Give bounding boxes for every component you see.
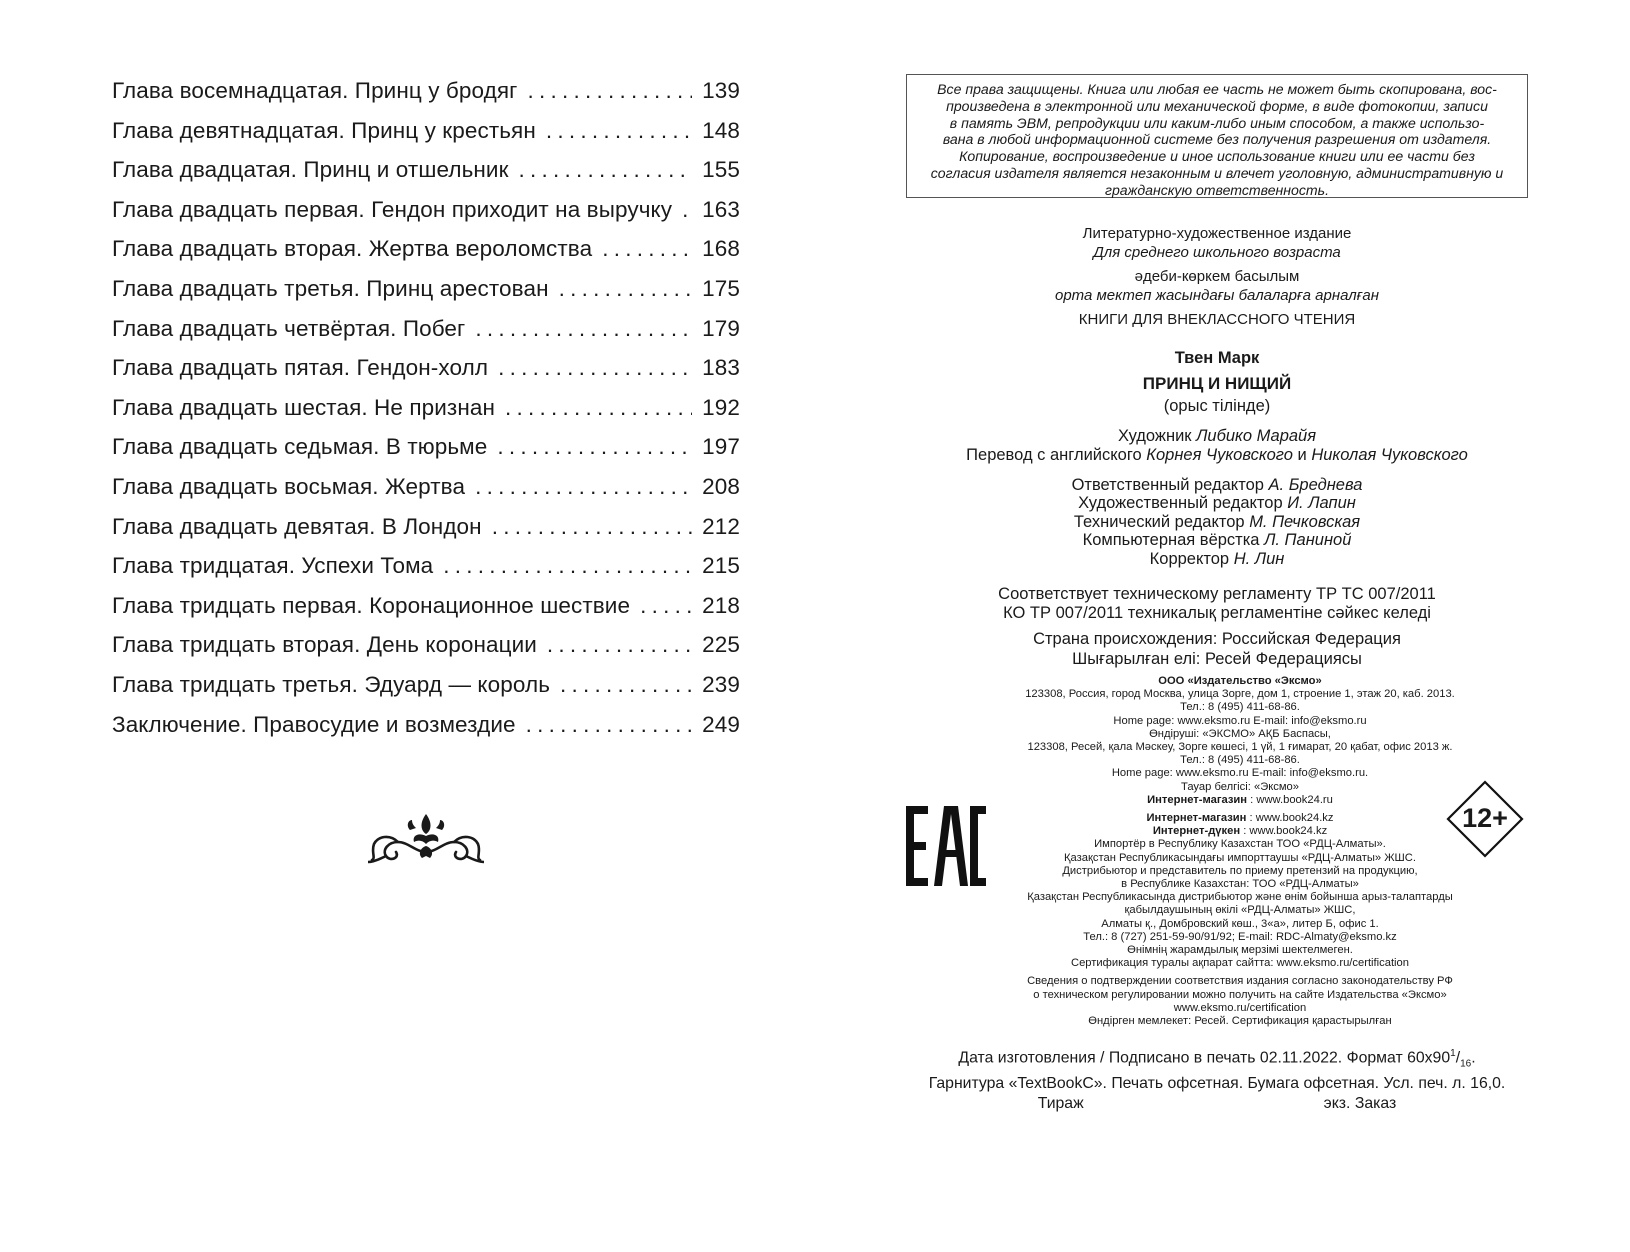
country-ru: Страна происхождения: Российская Федерация xyxy=(1033,630,1401,648)
copyright-line: произведена в электронной или механической форме, в виде фотокопии, записи xyxy=(946,97,1488,114)
publisher-phone-kz: Тел.: 8 (495) 411-68-86. xyxy=(1180,754,1300,767)
book-language: (орыс тілінде) xyxy=(1163,397,1271,415)
table-of-contents xyxy=(112,78,740,751)
toc-entry xyxy=(112,236,740,276)
distributor-kz-2: қабылдаушының өкілі «РДЦ-Алматы» ЖШС, xyxy=(1124,904,1356,917)
publisher-name: ООО «Издательство «Эксмо» xyxy=(1158,675,1322,687)
toc-entry-title: Глава двадцать пятая. Гендон-холл xyxy=(112,355,489,381)
translation-credit: Перевод с английского Корнея Чуковского и Николая Чуковского xyxy=(966,446,1468,464)
toc-leader-dots xyxy=(519,157,692,183)
toc-leader-dots xyxy=(547,632,692,658)
toc-entry-title: Глава тридцатая. Успехи Тома xyxy=(112,553,434,579)
toc-leader-dots xyxy=(640,593,692,619)
copyright-line: Копирование, воспроизведение и иное использование книги или ее части без xyxy=(959,148,1475,165)
toc-entry xyxy=(112,672,740,712)
credit-line: Компьютерная вёрстка Л. Паниной xyxy=(1082,531,1352,550)
toc-leader-dots xyxy=(475,316,692,342)
importer-ru: Импортёр в Республику Казахстан ТОО «РДЦ-Алматы». xyxy=(1094,838,1386,851)
copyright-line: Все права защищены. Книга или любая ее часть не может быть скопирована, вос- xyxy=(937,81,1497,97)
copyright-line: в память ЭВМ, репродукции или каким-либо иным способом, а также использо- xyxy=(949,114,1485,131)
online-shop-kz-2: Интернет-дүкен : www.book24.kz xyxy=(1152,825,1328,838)
toc-entry-page: 208 xyxy=(702,473,740,499)
credit-line: Художественный редактор И. Лапин xyxy=(1078,494,1356,513)
toc-entry xyxy=(112,632,740,672)
publisher-address-kz: 123308, Ресей, қала Мәскеу, Зорге көшесі, 1 үй, 1 ғимарат, 20 қабат, офис 2013 ж. xyxy=(1027,741,1453,754)
online-shop: Интернет-магазин : www.book24.ru xyxy=(1147,793,1333,806)
credit-line: Корректор Н. Лин xyxy=(1149,549,1285,568)
toc-entry-page: 239 xyxy=(702,671,740,697)
copyright-line: вана в любой информационной системе без получения разрешения от издателя. xyxy=(942,131,1492,148)
toc-entry-title: Глава двадцать шестая. Не признан xyxy=(112,394,496,420)
conformity-2: о техническом регулировании можно получить на сайте Издательства «Эксмо» xyxy=(1033,988,1447,1001)
edition-type: Литературно-художественное издание xyxy=(1082,225,1352,242)
toc-entry-page: 197 xyxy=(702,434,740,460)
distributor-ru-2: в Республике Казахстан: ТОО «РДЦ-Алматы» xyxy=(1121,878,1359,891)
toc-entry-page: 148 xyxy=(702,117,740,143)
country-kz: Шығарылған елі: Ресей Федерациясы xyxy=(1072,650,1362,668)
series-name: КНИГИ ДЛЯ ВНЕКЛАССНОГО ЧТЕНИЯ xyxy=(1078,311,1356,328)
toc-entry-title: Глава тридцать первая. Коронационное шествие xyxy=(112,592,631,618)
toc-entry-title: Глава двадцать седьмая. В тюрьме xyxy=(112,434,488,460)
print-line-2: Гарнитура «TextBookC». Печать офсетная. Бумага офсетная. Усл. печ. л. 16,0. xyxy=(928,1075,1506,1093)
publisher-web-kz: Home page: www.eksmo.ru E-mail: info@eksmo.ru. xyxy=(1111,767,1369,780)
toc-entry-page: 139 xyxy=(702,78,740,103)
toc-leader-dots xyxy=(498,355,692,381)
toc-entry-page: 218 xyxy=(702,592,740,618)
toc-entry-page: 212 xyxy=(702,513,740,539)
importer-kz: Қазақстан Республикасындағы импорттаушы «РДЦ-Алматы» ЖШС. xyxy=(1064,851,1416,864)
book-title: ПРИНЦ И НИЩИЙ xyxy=(1142,374,1292,393)
toc-entry-title: Заключение. Правосудие и возмездие xyxy=(112,711,516,737)
toc-leader-dots xyxy=(492,514,692,540)
copyright-line: согласия издателя является незаконным и влечет уголовную, административную и xyxy=(930,164,1504,181)
eac-mark-icon xyxy=(906,806,986,886)
toc-entry-title: Глава двадцать четвёртая. Побег xyxy=(112,315,466,341)
print-line-1: Дата изготовления / Подписано в печать 02.11.2022. Формат $60х90^1/_{16}$. xyxy=(958,1048,1476,1070)
toc-leader-dots xyxy=(602,236,692,262)
toc-entry-title: Глава двадцать третья. Принц арестован xyxy=(112,275,549,301)
toc-entry xyxy=(112,316,740,356)
toc-entry-title: Глава двадцать вторая. Жертва вероломства xyxy=(112,236,593,262)
toc-entry xyxy=(112,395,740,435)
toc-entry xyxy=(112,553,740,593)
toc-entry-title: Глава восемнадцатая. Принц у бродяг xyxy=(112,78,518,103)
regulation-ru: Соответствует техническому регламенту ТР ТС 007/2011 xyxy=(998,585,1436,603)
toc-entry xyxy=(112,157,740,197)
conformity-3: www.eksmo.ru/certification xyxy=(1173,1001,1307,1014)
toc-entry xyxy=(112,276,740,316)
age-group: Для среднего школьного возраста xyxy=(1093,244,1341,261)
toc-entry-page: 192 xyxy=(702,394,740,420)
toc-entry xyxy=(112,593,740,633)
toc-entry-title: Глава тридцать третья. Эдуард — король xyxy=(112,671,551,697)
toc-entry-title: Глава двадцатая. Принц и отшельник xyxy=(112,157,509,183)
regulation-kz: КО ТР 007/2011 техникалық регламентіне сәйкес келеді xyxy=(1003,604,1431,622)
toc-entry xyxy=(112,197,740,237)
copyright-line: гражданскую ответственность. xyxy=(1105,181,1329,198)
address-almaty: Алматы қ., Домбровский көш., 3«а», литер Б, офис 1. xyxy=(1101,917,1379,930)
print-line-3: Тираж экз. Заказ xyxy=(1037,1095,1397,1113)
toc-leader-dots xyxy=(475,474,692,500)
toc-leader-dots xyxy=(497,434,692,460)
toc-entry-title: Глава двадцать девятая. В Лондон xyxy=(112,513,482,539)
age-group-kz: орта мектеп жасындағы балаларға арналған xyxy=(1054,287,1380,304)
toc-entry-page: 249 xyxy=(702,711,740,737)
credit-line: Ответственный редактор А. Бреднева xyxy=(1071,476,1363,494)
age-rating: 12+ xyxy=(1462,803,1508,833)
toc-entry-page: 215 xyxy=(702,553,740,579)
toc-leader-dots xyxy=(443,553,692,579)
toc-entry xyxy=(112,78,740,118)
toc-entry-title: Глава девятнадцатая. Принц у крестьян xyxy=(112,117,536,143)
toc-leader-dots xyxy=(526,712,692,738)
publisher-web: Home page: www.eksmo.ru E-mail: info@eksmo.ru xyxy=(1113,714,1367,727)
publisher-address: 123308, Россия, город Москва, улица Зорге, дом 1, строение 1, этаж 20, каб. 2013. xyxy=(1025,688,1455,701)
phone-almaty: Тел.: 8 (727) 251-59-90/91/92; E-mail: RDC-Almaty@eksmo.kz xyxy=(1083,930,1397,943)
author-name: Твен Марк xyxy=(1174,349,1260,367)
certification-kz: Сертификация туралы ақпарат сайтта: www.eksmo.ru/certification xyxy=(1070,957,1409,970)
toc-entry xyxy=(112,118,740,158)
toc-entry-page: 183 xyxy=(702,355,740,381)
toc-entry-page: 163 xyxy=(702,196,740,222)
shelf-life: Өнімнің жарамдылық мерзімі шектелмеген. xyxy=(1127,944,1353,957)
toc-entry xyxy=(112,355,740,395)
conformity-1: Сведения о подтверждении соответствия издания согласно законодательству РФ xyxy=(1027,975,1453,988)
toc-entry-page: 175 xyxy=(702,275,740,301)
print-details xyxy=(906,1044,1528,1114)
toc-entry xyxy=(112,474,740,514)
publisher-trademark: Тауар белгісі: «Эксмо» xyxy=(1181,780,1299,793)
toc-leader-dots xyxy=(559,276,692,302)
toc-entry-page: 168 xyxy=(702,236,740,262)
publisher-info xyxy=(1000,675,1480,1028)
distributor-ru: Дистрибьютор и представитель по приему претензий на продукцию, xyxy=(1062,864,1418,877)
toc-entry-title: Глава тридцать вторая. День коронации xyxy=(112,632,537,658)
toc-entry-page: 155 xyxy=(702,157,740,183)
copyright-notice xyxy=(906,74,1528,198)
origin-kz: Өндірген мемлекет: Ресей. Сертификация қарастырылған xyxy=(1088,1015,1392,1028)
toc-entry-page: 225 xyxy=(702,632,740,658)
publisher-maker-kz: Өндіруші: «ЭКСМО» АҚБ Баспасы, xyxy=(1149,727,1331,740)
publisher-phone: Тел.: 8 (495) 411-68-86. xyxy=(1180,701,1300,714)
artist-credit: Художник Либико Марайя xyxy=(1117,427,1317,445)
toc-entry-title: Глава двадцать восьмая. Жертва xyxy=(112,473,466,499)
toc-leader-dots xyxy=(682,197,692,223)
online-shop-kz: Интернет-магазин : www.book24.kz xyxy=(1146,812,1334,825)
toc-leader-dots xyxy=(546,118,692,144)
credit-line: Технический редактор М. Печковская xyxy=(1073,512,1361,531)
toc-entry-page: 179 xyxy=(702,315,740,341)
ornament-icon xyxy=(368,812,484,866)
toc-entry xyxy=(112,434,740,474)
edition-type-kz: әдеби-көркем басылым xyxy=(1134,268,1300,285)
toc-entry xyxy=(112,514,740,554)
toc-entry xyxy=(112,712,740,752)
toc-leader-dots xyxy=(560,672,692,698)
distributor-kz: Қазақстан Республикасында дистрибьютор және өнім бойынша арыз-талаптарды xyxy=(1027,891,1453,904)
toc-entry-title: Глава двадцать первая. Гендон приходит на выручку xyxy=(112,196,673,222)
toc-leader-dots xyxy=(505,395,692,421)
toc-leader-dots xyxy=(527,78,692,104)
